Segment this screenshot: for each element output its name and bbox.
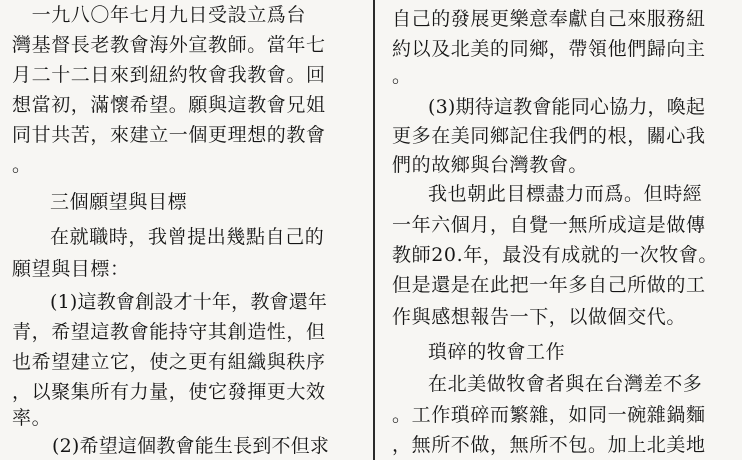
text-line: 但是還是在此把一年多自己所做的工 xyxy=(392,274,706,296)
right-column xyxy=(379,0,742,460)
text-line: 我也朝此目標盡力而爲。但時經 xyxy=(428,183,703,205)
text-line: 也希望建立它，使之更有組織與秩序 xyxy=(12,351,326,373)
text-line: 。 xyxy=(12,154,32,176)
text-line: 們的故鄉與台灣教會。 xyxy=(392,154,589,176)
text-line: 月二十二日來到紐約牧會我教會。回 xyxy=(12,64,326,86)
text-line: 更多在美同鄉記住我們的根，關心我 xyxy=(392,125,706,147)
text-line: (3)期待這教會能同心協力，喚起 xyxy=(428,96,706,118)
text-line: 在就職時，我曾提出幾點自己的 xyxy=(50,226,325,248)
text-line: 一九八〇年七月九日受設立爲台 xyxy=(12,4,307,26)
column-divider xyxy=(373,0,375,460)
text-line: ，無所不做，無所不包。加上北美地 xyxy=(392,434,706,456)
text-line: 。工作瑣碎而繁雜，如同一碗雜鍋麵 xyxy=(392,404,706,426)
text-line: 教師20.年，最没有成就的一次牧會。 xyxy=(392,244,719,266)
text-line: 願望與目標： xyxy=(12,258,130,280)
text-line: 灣基督長老教會海外宣教師。當年七 xyxy=(12,34,326,56)
text-line: 自己的發展更樂意奉獻自己來服務紐 xyxy=(392,8,706,30)
text-line: 在北美做牧會者與在台灣差不多 xyxy=(428,373,703,395)
text-line: (2)希望這個教會能生長到不但求 xyxy=(52,435,330,457)
text-line: 青，希望這教會能持守其創造性，但 xyxy=(12,321,326,343)
section-heading: 三個願望與目標 xyxy=(50,191,188,213)
text-line: (1)這教會創設才十年，教會還年 xyxy=(50,291,328,313)
text-line: 想當初，滿懷希望。願與這教會兄姐 xyxy=(12,94,326,116)
text-line: 作與感想報告一下，以做個交代。 xyxy=(392,306,687,328)
text-line: 率。 xyxy=(12,407,52,429)
text-line: 約以及北美的同鄉，帶領他們歸向主 xyxy=(392,38,706,60)
text-line: ，以聚集所有力量，使它發揮更大效 xyxy=(12,381,326,403)
text-line: 。 xyxy=(392,65,412,87)
text-line: 同甘共苦，來建立一個更理想的教會 xyxy=(12,124,326,146)
section-heading: 瑣碎的牧會工作 xyxy=(428,341,566,363)
text-line: 一年六個月，自覺一無所成這是做傳 xyxy=(392,214,706,236)
